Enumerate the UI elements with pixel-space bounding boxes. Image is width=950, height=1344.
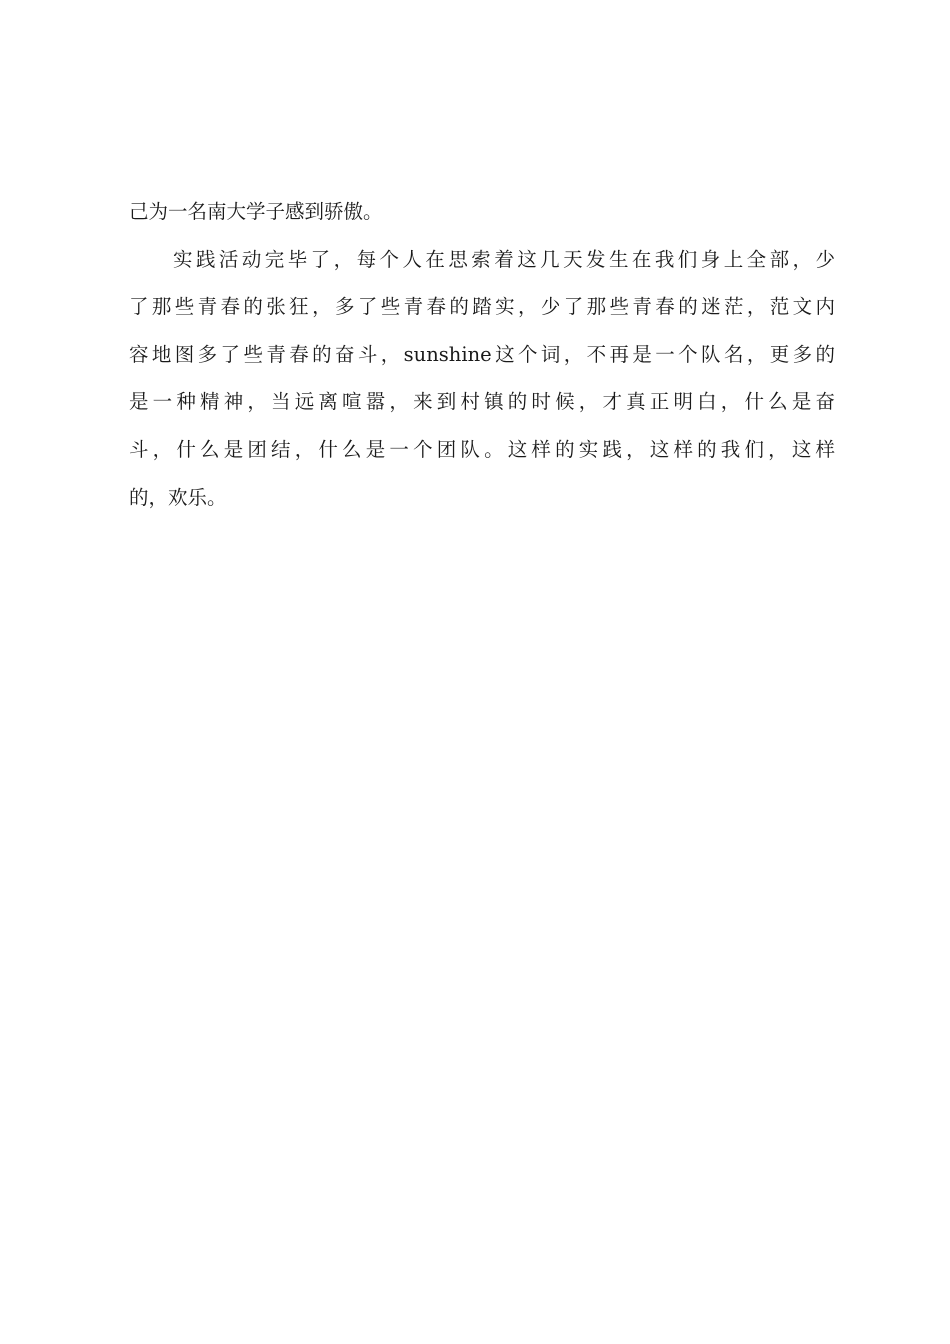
paragraph-2-line-3: 容地图多了些青春的奋斗，sunshine这个词，不再是一个队名，更多的 [129, 342, 835, 366]
paragraph-1-line-1: 己为一名南大学子感到骄傲。 [129, 200, 383, 223]
paragraph-2-line-6: 的，欢乐。 [129, 485, 227, 509]
paragraph-2-line-5: 斗，什么是团结，什么是一个团队。这样的实践，这样的我们，这样 [129, 437, 835, 461]
paragraph-2-line-1: 实践活动完毕了，每个人在思索着这几天发生在我们身上全部，少 [173, 247, 835, 271]
paragraph-2-line-2: 了那些青春的张狂，多了些青春的踏实，少了那些青春的迷茫，范文内 [129, 295, 835, 319]
paragraph-2-line-4: 是一种精神，当远离喧嚣，来到村镇的时候，才真正明白，什么是奋 [129, 390, 835, 414]
document-body [129, 188, 835, 521]
